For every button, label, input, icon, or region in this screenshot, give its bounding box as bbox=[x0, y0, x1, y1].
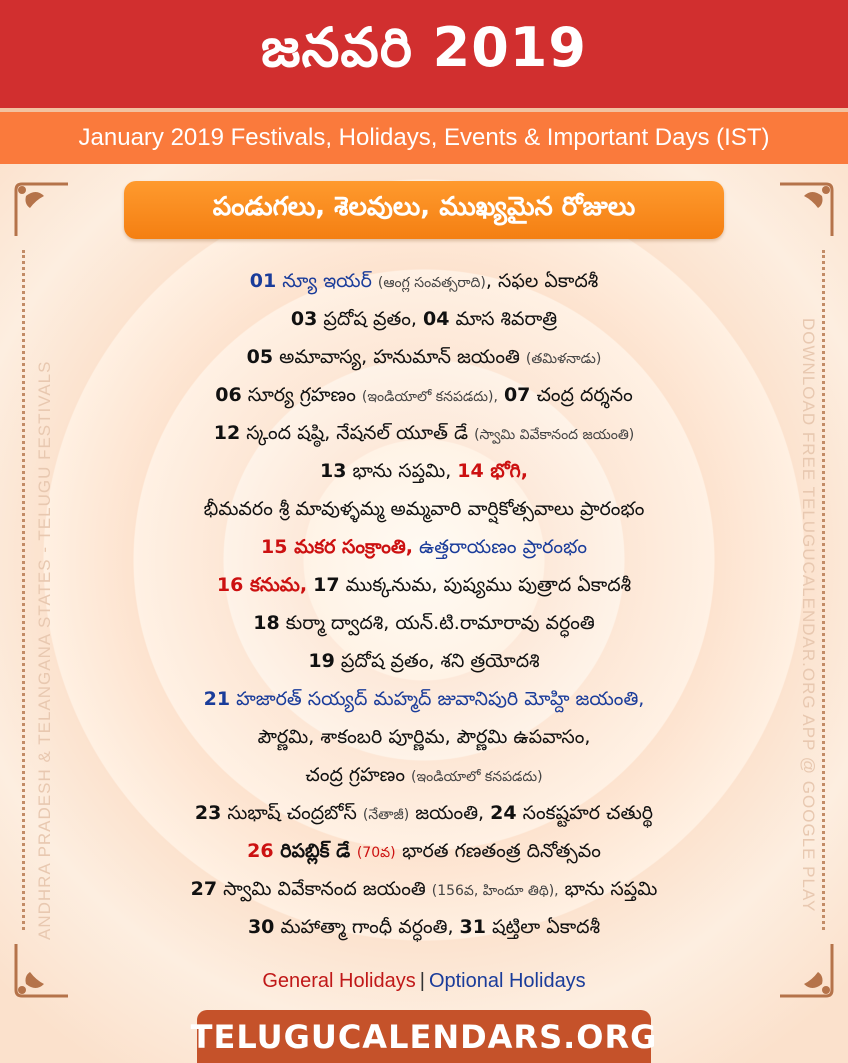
list-item: 21 హజారత్ సయ్యద్ మహ్మద్ జువానిపురి మోహ్ది జయంతి, bbox=[203, 688, 645, 710]
right-dotted-border bbox=[822, 250, 829, 930]
general-holidays-legend: General Holidays bbox=[262, 970, 416, 992]
corner-ornament-icon bbox=[12, 180, 72, 240]
section-heading-label: పండుగలు, శెలవులు, ముఖ్యమైన రోజులు bbox=[212, 192, 636, 222]
list-item: 15 మకర సంక్రాంతి, ఉత్తరాయణం ప్రారంభం bbox=[261, 536, 587, 558]
list-item: 12 స్కంద షష్ఠి, నేషనల్ యూత్ డే (స్వామి వివేకానంద జయంతి) bbox=[213, 422, 635, 444]
left-dotted-border bbox=[22, 250, 29, 930]
list-item: 18 కుర్మా ద్వాదశి, యన్.టి.రామారావు వర్ధంతి bbox=[253, 612, 595, 634]
subtitle-banner bbox=[0, 112, 848, 164]
header-banner bbox=[0, 0, 848, 112]
list-item: 06 సూర్య గ్రహణం (ఇండియాలో కనపడదు), 07 చంద్ర దర్శనం bbox=[215, 384, 633, 406]
left-side-caption: ANDHRA PRADESH & TELANGANA STATES - TELUGU FESTIVALS bbox=[35, 360, 54, 940]
list-item: 26 రిపబ్లిక్ డే (70వ) భారత గణతంత్ర దినోత్సవం bbox=[247, 840, 601, 862]
page-subtitle: January 2019 Festivals, Holidays, Events & Important Days (IST) bbox=[78, 124, 770, 151]
site-name: TELUGUCALENDARS.ORG bbox=[190, 1017, 658, 1056]
list-item: 30 మహాత్మా గాంధీ వర్ధంతి, 31 షట్తిలా ఏకాదశీ bbox=[247, 916, 601, 938]
list-item: 01 న్యూ ఇయర్ (ఆంగ్ల సంవత్సరాది), సఫల ఏకాదశీ bbox=[249, 270, 599, 292]
corner-ornament-icon bbox=[776, 180, 836, 240]
page-title: జనవరి 2019 bbox=[261, 15, 587, 79]
list-item: 05 అమావాస్య, హనుమాన్ జయంతి (తమిళనాడు) bbox=[246, 346, 602, 368]
list-item: 23 సుభాష్ చంద్రబోస్ (నేతాజీ) జయంతి, 24 సంకష్టహర చతుర్థి bbox=[194, 802, 654, 824]
right-side-caption: DOWNLOAD FREE TELUGUCALENDAR.ORG APP @ GOOGLE PLAY bbox=[799, 318, 818, 913]
holiday-legend bbox=[0, 970, 848, 993]
list-item: 13 భాను సప్తమి, 14 భోగి, bbox=[320, 460, 528, 482]
event-list bbox=[90, 262, 758, 946]
site-badge[interactable] bbox=[190, 1010, 658, 1063]
list-item: 03 ప్రదోష వ్రతం, 04 మాస శివరాత్రి bbox=[290, 308, 558, 330]
list-item: పౌర్ణమి, శాకంబరి పూర్ణిమ, పౌర్ణమి ఉపవాసం, bbox=[257, 726, 591, 748]
list-item: చంద్ర గ్రహణం (ఇండియాలో కనపడదు) bbox=[305, 764, 543, 786]
section-heading bbox=[124, 181, 724, 239]
list-item: 27 స్వామి వివేకానంద జయంతి (156వ, హిందూ తిథి), భాను సప్తమి bbox=[190, 878, 658, 900]
list-item: 19 ప్రదోష వ్రతం, శని త్రయోదశి bbox=[308, 650, 540, 672]
list-item: 16 కనుమ, 17 ముక్కనుమ, పుష్యము పుత్రాద ఏకాదశీ bbox=[216, 574, 632, 596]
list-item: భీమవరం శ్రీ మావుళ్ళమ్మ అమ్మవారి వార్షికోత్సవాలు ప్రారంభం bbox=[203, 498, 645, 520]
legend-separator: | bbox=[419, 970, 425, 992]
optional-holidays-legend: Optional Holidays bbox=[428, 970, 586, 992]
